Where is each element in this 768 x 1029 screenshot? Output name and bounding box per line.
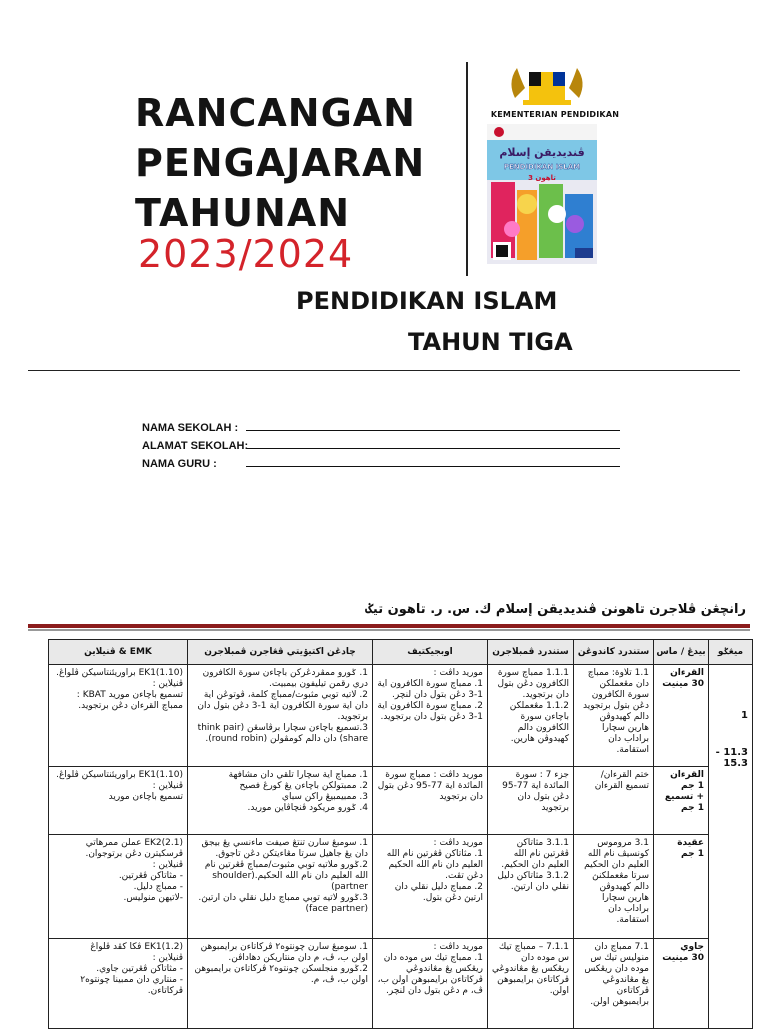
- ministry-label: KEMENTERIAN PENDIDIKAN: [490, 110, 620, 119]
- activity-cell: 1. سومبڠ سارن تنتڠ صيفت ماءنسي يڠ بيجق دان يڠ جاهيل سرتا مڠاءيتكن دڠن تاجوق. 2.ݢورو ملاتيه توبي مثبوت/ممباچ ڤڠرتين نام الله العليم دان نام الله الحكيم.(shoulder partner) 3.ݢورو لاتيه توبي ممباچ دليل نقلي دان ارتيڽ.(face partner): [188, 835, 373, 939]
- sp-cell: 1.1.1 ممباچ سورة الكافرون دڠن بتول دان برتجويد. 1.1.2 مڠعملكن باچاءن سورة الكافرون دالم كهيدوڤن هارين.: [488, 665, 574, 767]
- rpt-table: [48, 639, 753, 1029]
- header-activities: چادڠن اكتيۏيتي ڤڠاجرن ڤمبلاجرن: [188, 640, 373, 665]
- book-level-jawi: تاهون 3: [528, 174, 556, 182]
- school-name-field[interactable]: [246, 429, 620, 431]
- area-cell: عقيدة 1 جم: [654, 835, 709, 939]
- subject-title: PENDIDIKAN ISLAM: [296, 287, 558, 315]
- vertical-divider: [466, 62, 468, 276]
- sk-cell: ختم القرءان/ تسميع القرءان: [574, 767, 654, 835]
- header-learning-standard: ستندرد ڤمبلاجرن: [488, 640, 574, 665]
- week-dates: 11.3 - 15.3: [715, 747, 748, 769]
- week-number: 1: [741, 710, 748, 721]
- title-line-3: TAHUNAN: [135, 191, 351, 235]
- table-row: [49, 939, 753, 1029]
- table-row: [49, 835, 753, 939]
- sk-cell: 7.1 ممباچ دان منوليس تيك س موده دان ريڠكس يڠ مڠاندوڠي ڤركاتاءن برايمبوهن اولن.: [574, 939, 654, 1029]
- title-line-1: RANCANGAN: [135, 91, 416, 135]
- objective-cell: موريد داڤت : 1. مثاتاكن ڤڠرتين نام الله العليم دان نام الله الحكيم دڠن تڤت. 2. ممباچ دليل نقلي دان ارتيڽ دڠن بتول.: [373, 835, 488, 939]
- title-line-2: PENGAJARAN: [135, 141, 426, 185]
- table-header-row: [49, 640, 753, 665]
- heading-rule-grey: [28, 629, 750, 631]
- horizontal-rule: [28, 370, 740, 371]
- table-row: [49, 665, 753, 767]
- school-address-label: ALAMAT SEKOLAH: [142, 440, 245, 452]
- emk-cell: EK1(1.10) براوريئنتاسيكن ڤلواڠ. ڤنيلاين : تسميع باچاءن موريد KBAT : ممباچ القرءان دڠن برتجويد.: [49, 665, 188, 767]
- sp-cell: 3.1.1 مثاتاكن ڤڠرتين نام الله العليم دان الحكيم. 3.1.2 مثاتاكن دليل نقلي دان ارتيڽ.: [488, 835, 574, 939]
- sk-cell: 3.1 مروموس كونسيڤ نام الله العليم دان الحكيم سرتا مڠعملكنڽ دالم كهيدوڤن هارين سچارا براداب دان استقامة.: [574, 835, 654, 939]
- textbook-cover-image: [487, 124, 597, 264]
- activity-cell: 1. ممباچ اية سچارا تلقي دان مشافهة 2. ممبتولكن باچاءن يڠ كورڠ فصيح 3. ممبيمبيڠ راكن سباي 4. ݢورو مريكود ڤنچاڤاين موريد.: [188, 767, 373, 835]
- school-name-label: NAMA SEKOLAH: [142, 422, 232, 434]
- emk-cell: EK1(1.2) ڤكا كڤد ڤلواڠ ڤنيلاين : - مثاتاكن ڤڠرتين جاوي. - منتاري دان ممبينا چونتوه٢ ڤركاتاءن.: [49, 939, 188, 1029]
- header-objective: اوبجيكتيف: [373, 640, 488, 665]
- form-row-school-address: ALAMAT SEKOLAH:: [142, 434, 620, 452]
- form-row-teacher-name: NAMA GURU :: [142, 452, 620, 470]
- heading-rule-red: [28, 624, 750, 628]
- sp-cell: 7.1.1 – ممباچ تيك س موده دان ريڠكس يڠ مڠاندوڠي ڤركاتاءن برايمبوهن اولن.: [488, 939, 574, 1029]
- emk-cell: EK1(1.10) براوريئنتاسيكن ڤلواڠ. ڤنيلاين : تسميع باچاءن موريد: [49, 767, 188, 835]
- header-week: ميڠݢو: [709, 640, 753, 665]
- session-year: 2023/2024: [138, 232, 354, 276]
- objective-cell: موريد داڤت : 1. ممباچ سورة الكافرون اية 1-3 دڠن بتول دان لنچر. 2. ممباچ سورة الكافرون اية 1-3 دڠن بتول دان برتجويد.: [373, 665, 488, 767]
- week-cell: [709, 665, 753, 1029]
- emk-cell: EK2(2.1) عملن ممرهاتي ڤرسكيترن دڠن برتوجوان. ڤنيلاين : - مثاتاكن ڤڠرتين. - ممباچ دليل. -لاتيهن منوليس.: [49, 835, 188, 939]
- header-content-standard: ستندرد كاندوڠن: [574, 640, 654, 665]
- table-row: [49, 767, 753, 835]
- activity-cell: 1. ݢورو ممڤردڠركن باچاءن سورة الكافرون دري رقمن تيليفون بيمبيت. 2. لاتيه توبي مثبوت/ممباچ كلمة، ڤوتوڠن اية دان اية سورة الكافرون اية 1-3 دڠن بتول دان برتجويد. 3.تسميع باچاءن سچارا برڤاسڠن (think pair share) دان دالم كومڤولن (round robin).: [188, 665, 373, 767]
- activity-cell: 1. سومبڠ سارن چونتوه٢ ڤركاتاءن برايمبوهن اولن ب، ڤ، م دان منتاريكن دهاداڤن. 2.ݢورو منجلسكن چونتوه٢ ڤركاتاءن برايمبوهن اولن ب، ڤ، م.: [188, 939, 373, 1029]
- rpt-heading: رانچڠن ڤلاجرن تاهونن ڤنديديقن إسلام ك. س. ر. تاهون تيݢ: [365, 602, 746, 617]
- identity-form: [142, 416, 620, 470]
- school-address-field[interactable]: [246, 447, 620, 449]
- book-subtitle: PENDIDIKAN ISLAM: [503, 163, 581, 171]
- area-cell: القرءان 30 مينيت: [654, 665, 709, 767]
- coat-of-arms-icon: [503, 58, 591, 108]
- book-title-jawi: ڤنديديقن إسلام: [499, 146, 585, 159]
- teacher-name-label: NAMA GURU: [142, 458, 211, 470]
- area-cell: جاوي 30 مينيت: [654, 939, 709, 1029]
- sk-cell: 1.1 تلاوة: ممباچ دان مڠعملكن سورة الكافرون دڠن بتول برتجويد دالم كهيدوڤن هارين سچارا براداب دان استقامة.: [574, 665, 654, 767]
- objective-cell: موريد داڤت : 1. ممباچ تيك س موده دان ريڠكس يڠ مڠاندوڠي ڤركاتاءن برايمبوهن اولن ب، ڤ، م دڠن بتول دان لنچر.: [373, 939, 488, 1029]
- header-area-time: بيدڠ / ماس: [654, 640, 709, 665]
- objective-cell: موريد داڤت : ممباچ سورة المائدة اية 77-95 دڠن بتول دان برتجويد: [373, 767, 488, 835]
- form-row-school-name: NAMA SEKOLAH :: [142, 416, 620, 434]
- cover-title: [135, 88, 465, 238]
- teacher-name-field[interactable]: [246, 465, 620, 467]
- header-emk-assessment: EMK & ڤنيلاين: [49, 640, 188, 665]
- sp-cell: جزء 7 : سورة المائدة اية 77-95 دڠن بتول دان برتجويد: [488, 767, 574, 835]
- area-cell: القرءان 1 جم + تسميع 1 جم: [654, 767, 709, 835]
- level-title: TAHUN TIGA: [408, 328, 573, 356]
